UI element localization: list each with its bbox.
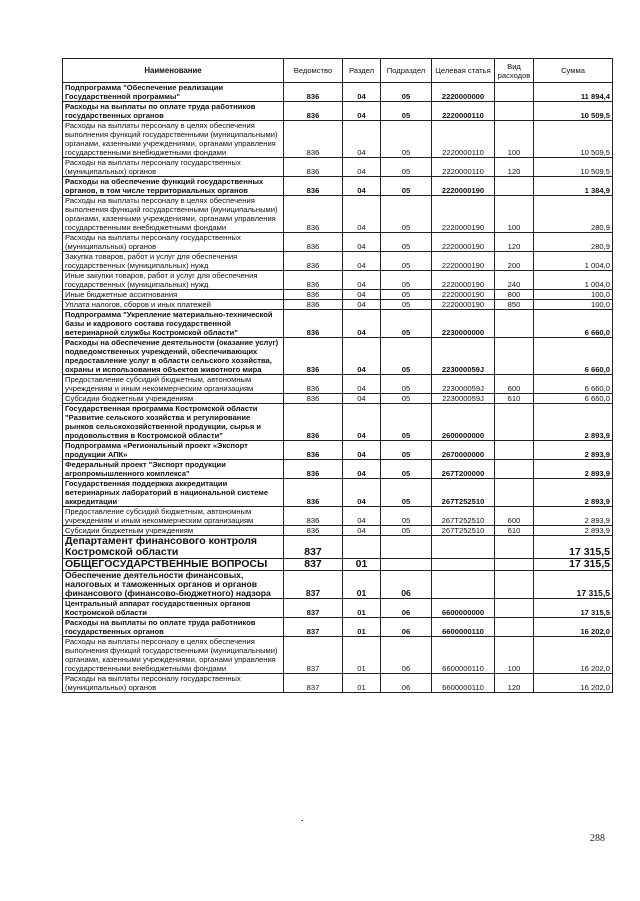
cell-vedomstvo: 836 [284,83,343,102]
cell-vid-raskhodov: 600 [495,507,534,526]
cell-razdel: 01 [343,571,381,599]
table-row [63,599,613,618]
cell-podrazdel: 05 [381,177,432,196]
table-row [63,618,613,637]
cell-razdel: 04 [343,252,381,271]
table-row [63,121,613,158]
cell-podrazdel [381,536,432,559]
cell-vid-raskhodov: 240 [495,271,534,290]
cell-razdel: 04 [343,460,381,479]
cell-vedomstvo: 836 [284,290,343,300]
cell-vedomstvo: 837 [284,599,343,618]
cell-celevaya-statya: 2220000110 [432,158,495,177]
cell-vid-raskhodov [495,310,534,338]
cell-celevaya-statya: 223000059J [432,375,495,394]
header-vid-raskhodov: Вид расходов [495,59,534,83]
cell-podrazdel: 06 [381,571,432,599]
header-celevaya-statya: Целевая статья [432,59,495,83]
cell-name: Предоставление субсидий бюджетным, автономным учреждениям и иным некоммерческим организациям [63,507,284,526]
cell-razdel: 04 [343,102,381,121]
header-summa: Сумма [534,59,613,83]
cell-vid-raskhodov [495,83,534,102]
cell-name: Подпрограмма "Укрепление материально-технической базы и кадрового состава государственной ветеринарной службы Костромской области" [63,310,284,338]
cell-razdel: 04 [343,394,381,404]
cell-name: Расходы на выплаты персоналу в целях обеспечения выполнения функций государственными (муниципальными) органами, казенными учреждениями, органами управления государственными внебюджетными фондами [63,637,284,674]
cell-name: Подпрограмма "Обеспечение реализации Государственной программы" [63,83,284,102]
cell-podrazdel: 05 [381,196,432,233]
cell-vedomstvo: 836 [284,375,343,394]
table-row [63,83,613,102]
table-row [63,158,613,177]
cell-name: Расходы на выплаты персоналу в целях обеспечения выполнения функций государственными (муниципальными) органами, казенными учреждениями, органами управления государственными внебюджетными фондами [63,121,284,158]
cell-vedomstvo: 836 [284,507,343,526]
cell-summa: 280,9 [534,196,613,233]
cell-summa: 1 384,9 [534,177,613,196]
cell-vid-raskhodov: 100 [495,121,534,158]
cell-podrazdel: 05 [381,507,432,526]
table-row [63,375,613,394]
cell-name: Расходы на выплаты персоналу государственных (муниципальных) органов [63,233,284,252]
cell-celevaya-statya: 2220000110 [432,102,495,121]
table-row [63,252,613,271]
cell-name: Расходы на выплаты персоналу государственных (муниципальных) органов [63,158,284,177]
cell-razdel: 04 [343,441,381,460]
cell-name: Департамент финансового контроля Костромской области [63,536,284,559]
header-razdel: Раздел [343,59,381,83]
cell-celevaya-statya: 267T252510 [432,479,495,507]
cell-name: Центральный аппарат государственных органов Костромской области [63,599,284,618]
cell-vedomstvo: 837 [284,536,343,559]
cell-summa: 1 004,0 [534,252,613,271]
header-vedomstvo: Ведомство [284,59,343,83]
cell-summa: 16 202,0 [534,618,613,637]
cell-name: Расходы на обеспечение функций государственных органов, в том числе территориальных органов [63,177,284,196]
cell-vid-raskhodov [495,404,534,441]
cell-celevaya-statya: 2220000110 [432,121,495,158]
header-podrazdel: Подраздел [381,59,432,83]
table-row [63,233,613,252]
cell-summa: 17 315,5 [534,559,613,571]
cell-podrazdel: 05 [381,375,432,394]
cell-celevaya-statya [432,571,495,599]
cell-razdel: 04 [343,158,381,177]
cell-razdel: 04 [343,375,381,394]
table-row [63,300,613,310]
cell-vedomstvo: 837 [284,637,343,674]
cell-celevaya-statya: 2220000190 [432,271,495,290]
cell-razdel: 04 [343,233,381,252]
cell-summa: 6 660,0 [534,375,613,394]
cell-name: Государственная поддержка аккредитации ветеринарных лабораторий в национальной системе аккредитации [63,479,284,507]
table-row [63,441,613,460]
table-row [63,571,613,599]
cell-razdel: 04 [343,83,381,102]
cell-name: Субсидии бюджетным учреждениям [63,526,284,536]
cell-vid-raskhodov: 850 [495,300,534,310]
cell-name: Расходы на выплаты по оплате труда работников государственных органов [63,618,284,637]
cell-vid-raskhodov [495,460,534,479]
cell-vedomstvo: 837 [284,571,343,599]
cell-name: Расходы на выплаты персоналу государственных (муниципальных) органов [63,674,284,693]
cell-summa: 6 660,0 [534,338,613,375]
cell-podrazdel: 05 [381,271,432,290]
cell-podrazdel: 05 [381,526,432,536]
cell-summa: 10 509,5 [534,158,613,177]
cell-vid-raskhodov: 120 [495,674,534,693]
cell-vedomstvo: 836 [284,526,343,536]
page-number: 288 [590,833,605,844]
cell-podrazdel: 05 [381,310,432,338]
table-row [63,674,613,693]
cell-vedomstvo: 836 [284,479,343,507]
cell-celevaya-statya: 2600000000 [432,404,495,441]
cell-summa: 6 660,0 [534,310,613,338]
cell-name: Предоставление субсидий бюджетным, автономным учреждениям и иным некоммерческим организациям [63,375,284,394]
cell-summa: 1 004,0 [534,271,613,290]
cell-vid-raskhodov: 800 [495,290,534,300]
cell-name: Субсидии бюджетным учреждениям [63,394,284,404]
cell-vid-raskhodov [495,441,534,460]
cell-razdel: 04 [343,507,381,526]
cell-name: Иные бюджетные ассигнования [63,290,284,300]
cell-vid-raskhodov: 200 [495,252,534,271]
budget-table-sheet [62,58,612,693]
cell-celevaya-statya: 2220000000 [432,83,495,102]
table-row [63,271,613,290]
cell-podrazdel: 05 [381,300,432,310]
table-row [63,196,613,233]
cell-razdel: 01 [343,674,381,693]
cell-vedomstvo: 836 [284,233,343,252]
cell-celevaya-statya: 6600000110 [432,637,495,674]
cell-podrazdel: 05 [381,102,432,121]
cell-celevaya-statya: 223000059J [432,394,495,404]
cell-razdel: 04 [343,177,381,196]
table-row [63,177,613,196]
cell-vid-raskhodov [495,618,534,637]
cell-summa: 280,9 [534,233,613,252]
cell-razdel: 04 [343,290,381,300]
table-row [63,290,613,300]
scan-mark [301,820,303,821]
cell-vid-raskhodov [495,338,534,375]
cell-vid-raskhodov [495,536,534,559]
table-row [63,536,613,559]
cell-razdel: 04 [343,271,381,290]
cell-podrazdel: 05 [381,290,432,300]
cell-podrazdel: 05 [381,441,432,460]
cell-summa: 11 894,4 [534,83,613,102]
cell-razdel: 04 [343,338,381,375]
cell-razdel: 04 [343,526,381,536]
cell-vid-raskhodov: 100 [495,196,534,233]
header-name: Наименование [63,59,284,83]
cell-summa: 17 315,5 [534,571,613,599]
cell-name: Обеспечение деятельности финансовых, налоговых и таможенных органов и органов финансового (финансово-бюджетного) надзора [63,571,284,599]
table-row [63,338,613,375]
cell-summa: 16 202,0 [534,637,613,674]
table-row [63,404,613,441]
cell-vid-raskhodov [495,479,534,507]
cell-celevaya-statya: 267T252510 [432,526,495,536]
cell-podrazdel: 06 [381,674,432,693]
cell-celevaya-statya: 2220000190 [432,252,495,271]
cell-podrazdel: 05 [381,83,432,102]
table-row [63,460,613,479]
cell-summa: 2 893,9 [534,441,613,460]
table-header [63,59,613,83]
cell-celevaya-statya: 2220000190 [432,300,495,310]
cell-name: Государственная программа Костромской области "Развитие сельского хозяйства и регулирование рынков сельскохозяйственной продукции, сырья и продовольствия в Костромской области" [63,404,284,441]
table-row [63,507,613,526]
cell-name: Иные закупки товаров, работ и услуг для обеспечения государственных (муниципальных) нужд [63,271,284,290]
cell-name: Уплата налогов, сборов и иных платежей [63,300,284,310]
cell-podrazdel: 05 [381,252,432,271]
cell-vedomstvo: 836 [284,404,343,441]
cell-name: Расходы на выплаты по оплате труда работников государственных органов [63,102,284,121]
cell-name: Расходы на выплаты персоналу в целях обеспечения выполнения функций государственными (муниципальными) органами, казенными учреждениями, органами управления государственными внебюджетными фондами [63,196,284,233]
cell-razdel: 01 [343,559,381,571]
cell-podrazdel: 05 [381,479,432,507]
cell-razdel: 01 [343,599,381,618]
cell-vedomstvo: 837 [284,674,343,693]
cell-summa: 10 509,5 [534,102,613,121]
cell-vedomstvo: 836 [284,252,343,271]
cell-vedomstvo: 836 [284,441,343,460]
cell-podrazdel: 05 [381,404,432,441]
cell-vid-raskhodov [495,571,534,599]
cell-razdel: 04 [343,196,381,233]
cell-vid-raskhodov: 610 [495,526,534,536]
table-row [63,637,613,674]
cell-podrazdel: 05 [381,338,432,375]
cell-celevaya-statya: 2220000190 [432,290,495,300]
cell-summa: 16 202,0 [534,674,613,693]
cell-summa: 2 893,9 [534,479,613,507]
cell-name: Закупка товаров, работ и услуг для обеспечения государственных (муниципальных) нужд [63,252,284,271]
table-row [63,526,613,536]
cell-summa: 17 315,5 [534,599,613,618]
cell-vid-raskhodov [495,177,534,196]
cell-razdel: 04 [343,121,381,158]
table-row [63,559,613,571]
cell-celevaya-statya: 267T200000 [432,460,495,479]
cell-podrazdel: 05 [381,121,432,158]
cell-podrazdel: 05 [381,158,432,177]
cell-name: Расходы на обеспечение деятельности (оказание услуг) подведомственных учреждений, обеспечивающих предоставление услуг в области сельского хозяйства, охраны и использования объектов животного мира [63,338,284,375]
cell-vedomstvo: 836 [284,196,343,233]
cell-name: Федеральный проект "Экспорт продукции агропромышленного комплекса" [63,460,284,479]
cell-summa: 6 660,0 [534,394,613,404]
cell-podrazdel: 05 [381,460,432,479]
cell-podrazdel [381,559,432,571]
cell-razdel: 04 [343,479,381,507]
cell-podrazdel: 05 [381,233,432,252]
cell-summa: 2 893,9 [534,526,613,536]
cell-vid-raskhodov: 100 [495,637,534,674]
cell-podrazdel: 06 [381,637,432,674]
cell-podrazdel: 05 [381,394,432,404]
table-row [63,394,613,404]
cell-celevaya-statya: 2220000190 [432,233,495,252]
cell-vid-raskhodov: 120 [495,158,534,177]
cell-podrazdel: 06 [381,599,432,618]
cell-celevaya-statya: 2230000000 [432,310,495,338]
cell-name: Подпрограмма «Региональный проект «Экспорт продукции АПК» [63,441,284,460]
cell-vedomstvo: 836 [284,394,343,404]
cell-vid-raskhodov [495,559,534,571]
cell-summa: 10 509,5 [534,121,613,158]
cell-razdel [343,536,381,559]
cell-razdel: 01 [343,618,381,637]
cell-vedomstvo: 836 [284,338,343,375]
cell-razdel: 04 [343,310,381,338]
cell-summa: 100,0 [534,300,613,310]
cell-summa: 17 315,5 [534,536,613,559]
cell-celevaya-statya: 2670000000 [432,441,495,460]
cell-celevaya-statya: 6600000110 [432,618,495,637]
table-row [63,102,613,121]
cell-vid-raskhodov: 600 [495,375,534,394]
cell-vedomstvo: 836 [284,121,343,158]
table-body [63,83,613,693]
cell-vedomstvo: 836 [284,310,343,338]
cell-vedomstvo: 836 [284,300,343,310]
cell-celevaya-statya: 223000059J [432,338,495,375]
cell-vid-raskhodov: 120 [495,233,534,252]
cell-vid-raskhodov [495,599,534,618]
cell-vedomstvo: 836 [284,460,343,479]
cell-vedomstvo: 836 [284,158,343,177]
cell-vedomstvo: 836 [284,102,343,121]
cell-vid-raskhodov: 610 [495,394,534,404]
cell-celevaya-statya [432,536,495,559]
cell-summa: 2 893,9 [534,460,613,479]
budget-table [62,58,613,693]
cell-summa: 100,0 [534,290,613,300]
table-row [63,310,613,338]
cell-name: ОБЩЕГОСУДАРСТВЕННЫЕ ВОПРОСЫ [63,559,284,571]
table-row [63,479,613,507]
cell-podrazdel: 06 [381,618,432,637]
cell-razdel: 04 [343,404,381,441]
cell-celevaya-statya: 267T252510 [432,507,495,526]
cell-celevaya-statya: 6600000000 [432,599,495,618]
cell-razdel: 04 [343,300,381,310]
cell-celevaya-statya: 2220000190 [432,177,495,196]
cell-vedomstvo: 836 [284,271,343,290]
cell-celevaya-statya: 2220000190 [432,196,495,233]
cell-celevaya-statya: 6600000110 [432,674,495,693]
cell-vedomstvo: 837 [284,559,343,571]
cell-vid-raskhodov [495,102,534,121]
cell-vedomstvo: 837 [284,618,343,637]
cell-summa: 2 893,9 [534,404,613,441]
cell-vedomstvo: 836 [284,177,343,196]
cell-celevaya-statya [432,559,495,571]
cell-summa: 2 893,9 [534,507,613,526]
cell-razdel: 01 [343,637,381,674]
